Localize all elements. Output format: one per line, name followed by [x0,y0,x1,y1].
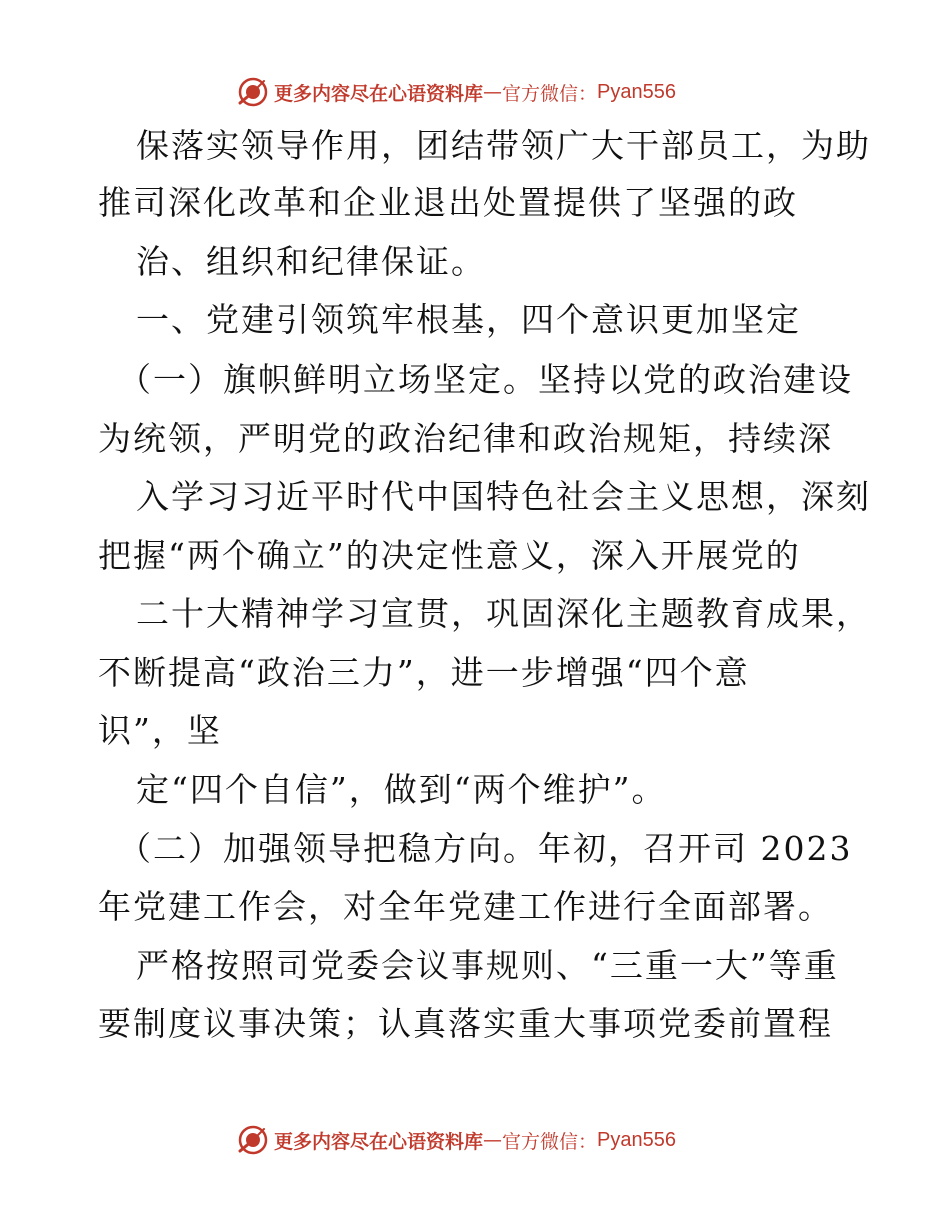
watermark-brand-text: 更多内容尽在心语资料库 [274,82,484,105]
body-line-3: 治、组织和纪律保证。 [136,242,486,281]
brand-logo-icon [236,1123,270,1157]
watermark-brand-text: 更多内容尽在心语资料库 [274,1130,484,1153]
header-watermark-banner [236,74,676,110]
section-heading: 一、党建引领筑牢根基，四个意识更加坚定 [136,300,801,339]
body-line-9: 二十大精神学习宣贯，巩固深化主题教育成果， [136,594,871,633]
watermark-wechat-label: 官方微信： [502,82,598,105]
watermark-wechat-label: 官方微信： [502,1130,598,1153]
body-line-5: （一）旗帜鲜明立场坚定。坚持以党的政治建设 [118,360,853,399]
watermark-separator: — [483,81,503,103]
watermark-wechat-id: Pyan556 [597,1128,676,1151]
brand-logo-icon [236,75,270,109]
body-line-7: 入学习习近平时代中国特色社会主义思想，深刻 [136,477,871,516]
footer-watermark-banner [236,1122,676,1158]
body-line-6: 为统领，严明党的政治纪律和政治规矩，持续深 [98,419,833,458]
body-line-8: 把握“两个确立”的决定性意义，深入开展党的 [98,536,801,575]
body-line-14: 年党建工作会，对全年党建工作进行全面部署。 [98,887,833,926]
watermark-separator: — [483,1129,503,1151]
body-line-1: 保落实领导作用，团结带领广大干部员工，为助 [136,126,871,165]
body-line-12: 定“四个自信”，做到“两个维护”。 [136,770,667,809]
body-line-10: 不断提高“政治三力”，进一步增强“四个意 [98,653,750,692]
watermark-wechat-id: Pyan556 [597,80,676,103]
body-line-15: 严格按照司党委会议事规则、“三重一大”等重 [136,946,839,985]
body-line-16: 要制度议事决策；认真落实重大事项党委前置程 [98,1004,833,1043]
body-line-2: 推司深化改革和企业退出处置提供了坚强的政 [98,183,798,222]
body-line-13: （二）加强领导把稳方向。年初，召开司 2023 [118,829,853,868]
body-line-11: 识”，坚 [98,711,222,750]
